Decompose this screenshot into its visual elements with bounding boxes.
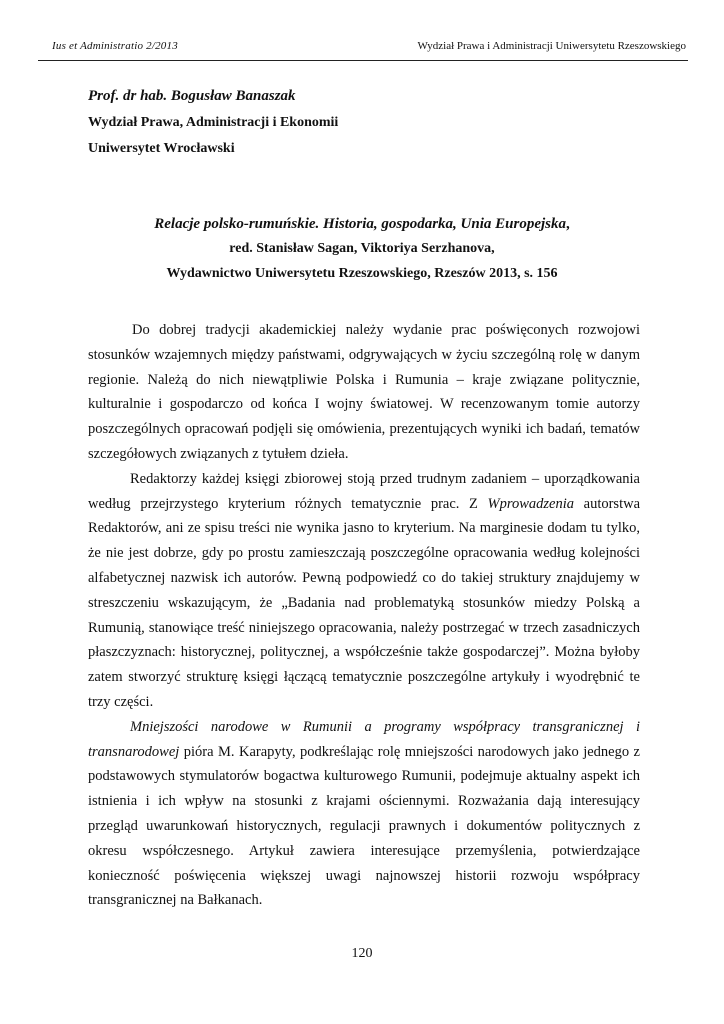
institution-name: Wydział Prawa i Administracji Uniwersytetu Rzeszowskiego bbox=[417, 40, 686, 52]
book-title: Relacje polsko-rumuńskie. Historia, gospodarka, Unia Europejska bbox=[154, 216, 566, 232]
paragraph-2 bbox=[88, 467, 640, 715]
paragraph-3-article-title: Mniejszości narodowe w Rumunii a programy współpracy transgranicznej i transnarodowej bbox=[88, 718, 640, 760]
author-university: Uniwersytet Wrocławski bbox=[88, 141, 235, 156]
journal-issue: Ius et Administratio 2/2013 bbox=[52, 40, 178, 52]
review-body bbox=[88, 318, 640, 913]
paragraph-3 bbox=[88, 715, 640, 913]
book-editors: red. Stanisław Sagan, Viktoriya Serzhanova, bbox=[229, 241, 495, 256]
paragraph-2-start: Redaktorzy każdej księgi zbiorowej stoją przed trudnym zadaniem – uporządkowania według przejrzystego kryterium różnych tematycznie prac. Z bbox=[88, 470, 640, 512]
paragraph-1: Do dobrej tradycji akademickiej należy wydanie prac poświęconych rozwojowi stosunków wzajemnych między państwami, odgrywających w życiu szczególną rolę w danym regionie. Należą do nich niewątpliwie Polska i Rumunia – kraje związane politycznie, kulturalnie i gospodarczo od końca I wojny światowej. W recenzowanym tomie autorzy poszczególnych opracowań podjęli się omówienia, prezentujących wyniki ich badań, tematów szczegółowych związanych z tytułem dzieła. bbox=[88, 322, 640, 462]
book-title-line bbox=[0, 214, 724, 234]
book-title-comma: , bbox=[565, 216, 570, 232]
author-name: Prof. dr hab. Bogusław Banaszak bbox=[88, 88, 296, 104]
page-number: 120 bbox=[351, 946, 373, 961]
paragraph-2-end: autorstwa Redaktorów, ani ze spisu treści nie wynika jasno to kryterium. Na marginesie dodam tu tylko, że nie jest dobrze, gdy po prostu zamieszczają poszczególne opracowania według kolejności alfabetycznej nazwisk ich autorów. Pewną podpowiedź co do takiej struktury znajdujemy w streszczeniu wskazującym, że „Badania nad problematyką stosunków miedzy Polską a Rumunią, stanowiące treść niniejszego opracowania, należy postrzegać w trzech zasadniczych płaszczyznach: historycznej, politycznej, a współcześnie także gospodarczej”. Można byłoby zatem stworzyć strukturę księgi łączącą tematycznie poszczególne artykuły i wyodrębnić te trzy części. bbox=[88, 495, 640, 710]
paragraph-2-italic: Wprowadzenia bbox=[487, 495, 574, 512]
running-header bbox=[38, 40, 686, 60]
reviewed-book-info bbox=[0, 214, 724, 284]
paragraph-3-rest: pióra M. Karapyty, podkreślając rolę mniejszości narodowych jako jednego z podstawowych stymulatorów bogactwa kulturowego Rumunii, podejmuje aktualny aspekt ich istnienia i ich wpływ na stosunki z krajami ościennymi. Rozważania dają interesujący przegląd uwarunkowań historycznych, regulacji prawnych i dokumentów politycznych z okresu współczesnego. Artykuł zawiera interesujące przemyślenia, potwierdzające konieczność poświęcenia większej uwagi najnowszej historii rozwoju współpracy transgranicznej na Bałkanach. bbox=[88, 743, 640, 909]
header-divider bbox=[38, 60, 688, 61]
book-publisher: Wydawnictwo Uniwersytetu Rzeszowskiego, Rzeszów 2013, s. 156 bbox=[166, 266, 558, 281]
author-faculty: Wydział Prawa, Administracji i Ekonomii bbox=[88, 115, 339, 130]
author-block bbox=[88, 86, 338, 159]
